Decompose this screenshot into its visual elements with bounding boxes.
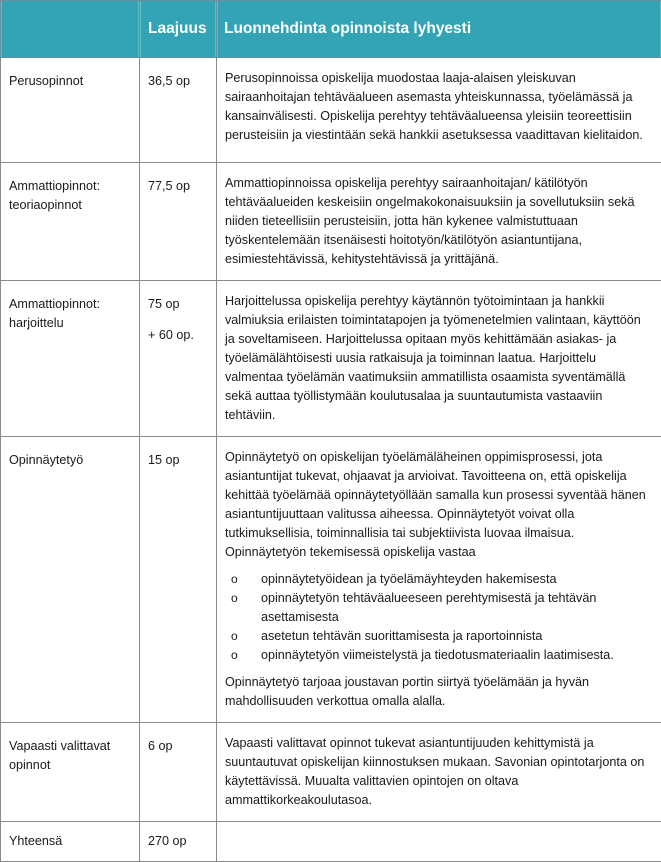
module-cell [1, 723, 140, 822]
scope-cell [140, 822, 217, 862]
module-cell [1, 163, 140, 281]
list-item [261, 589, 653, 627]
description-cell [217, 822, 661, 862]
scope-cell [140, 723, 217, 822]
header-row [1, 1, 661, 58]
table-row [1, 723, 661, 822]
description-text: Perusopinnoissa opiskelija muodostaa laaja-alaisen yleiskuvan sairaanhoitajan tehtäväalueen asemasta yhteiskunnassa, työelämässä ja kansainvälisesti. Opiskelija perehtyy tehtäväalueensa yleisiin teoreettisiin perusteisiin ja viestintään sekä hankkii asetuksessa vaadittavan kielitaidon. [225, 69, 653, 145]
responsibility-list [225, 570, 653, 665]
description-cell [217, 163, 661, 281]
module-name: Ammattiopinnot: harjoittelu [9, 295, 131, 333]
header-module [1, 1, 140, 58]
scope-cell [140, 437, 217, 723]
scope-cell [140, 281, 217, 437]
table-row [1, 58, 661, 163]
module-cell [1, 822, 140, 862]
description-text: Vapaasti valittavat opinnot tukevat asiantuntijuuden kehittymistä ja suuntautuvat opiskelijan kiinnostuksen mukaan. Savonian opintotarjonta on käytettävissä. Muualta valittavien opintojen on oltava ammattikorkeakoulutasoa. [225, 734, 653, 810]
scope-value: 75 op [148, 295, 208, 314]
table-row [1, 437, 661, 723]
header-scope: Laajuus [140, 1, 217, 58]
module-cell [1, 58, 140, 163]
scope-value: 6 op [148, 737, 208, 756]
scope-cell [140, 58, 217, 163]
table-body [1, 58, 661, 862]
module-cell [1, 437, 140, 723]
list-item-text: opinnäytetyön tehtäväalueeseen perehtymisestä ja tehtävän asettamisesta [261, 591, 596, 624]
circle-bullet-icon: o [231, 589, 238, 608]
description-cell [217, 58, 661, 163]
circle-bullet-icon: o [231, 570, 238, 589]
description-text-after: Opinnäytetyö tarjoaa joustavan portin siirtyä työelämään ja hyvän mahdollisuuden verkottua omalla alalla. [225, 673, 653, 711]
module-name: Perusopinnot [9, 72, 131, 91]
header-description: Luonnehdinta opinnoista lyhyesti [217, 1, 661, 58]
module-name: Vapaasti valittavat opinnot [9, 737, 131, 775]
description-text: Ammattiopinnoissa opiskelija perehtyy sairaanhoitajan/ kätilötyön tehtäväalueiden keskeisiin ongelmakokonaisuuksiin ja sovellutuksiin sekä niiden tieteellisiin perusteisiin, jotta hän kykenee valmistuttuaan työskentelemään itsenäisesti hoitotyön/kätilötyön asiantuntijana, esimiestehtävissä, kehitystehtävissä ja yrittäjänä. [225, 174, 653, 269]
module-name: Yhteensä [9, 832, 131, 851]
list-item [261, 570, 653, 589]
scope-value: 15 op [148, 451, 208, 470]
description-cell [217, 437, 661, 723]
table-header [1, 1, 661, 58]
scope-cell [140, 163, 217, 281]
list-item-text: asetetun tehtävän suorittamisesta ja raportoinnista [261, 629, 542, 643]
list-item-text: opinnäytetyön viimeistelystä ja tiedotusmateriaalin laatimisesta. [261, 648, 614, 662]
scope-extra-value: + 60 op. [148, 326, 208, 345]
table-row-total [1, 822, 661, 862]
description-text: Harjoittelussa opiskelija perehtyy käytännön työtoimintaan ja hankkii valmiuksia erilaisten toimintatapojen ja työmenetelmien valintaan, käyttöön ja soveltamiseen. Harjoittelussa opitaan myös kehittämään asiakas- ja työelämälähtöisesti uusia ratkaisuja ja toiminnan laatua. Harjoittelu valmentaa työelämän vaatimuksiin ammatillista osaamista syventämällä sekä auttaa työllistymään koulutusalaa ja suuntautumista vastaaviin tehtäviin. [225, 292, 653, 425]
description-text: Opinnäytetyö on opiskelijan työelämäläheinen oppimisprosessi, jota asiantuntijat tukevat, ohjaavat ja arvioivat. Tavoitteena on, että opiskelija kehittää työelämää opinnäytetyöllään samalla kun prosessi syventää hänen asiantuntijuuttaan valitussa aiheessa. Opinnäytetyöt voivat olla tutkimuksellisia, toiminnallisia tai subjektiivista luovaa ilmaisua. Opinnäytetyön tekemisessä opiskelija vastaa [225, 448, 653, 562]
circle-bullet-icon: o [231, 646, 238, 665]
description-cell [217, 281, 661, 437]
list-item [261, 627, 653, 646]
total-scope-value: 270 op [148, 832, 208, 851]
circle-bullet-icon: o [231, 627, 238, 646]
list-item-text: opinnäytetyöidean ja työelämäyhteyden hakemisesta [261, 572, 556, 586]
module-cell [1, 281, 140, 437]
module-name: Opinnäytetyö [9, 451, 131, 470]
table-row [1, 163, 661, 281]
table-row [1, 281, 661, 437]
scope-value: 36,5 op [148, 72, 208, 91]
module-name: Ammattiopinnot: teoriaopinnot [9, 177, 131, 215]
description-cell [217, 723, 661, 822]
list-item [261, 646, 653, 665]
scope-value: 77,5 op [148, 177, 208, 196]
